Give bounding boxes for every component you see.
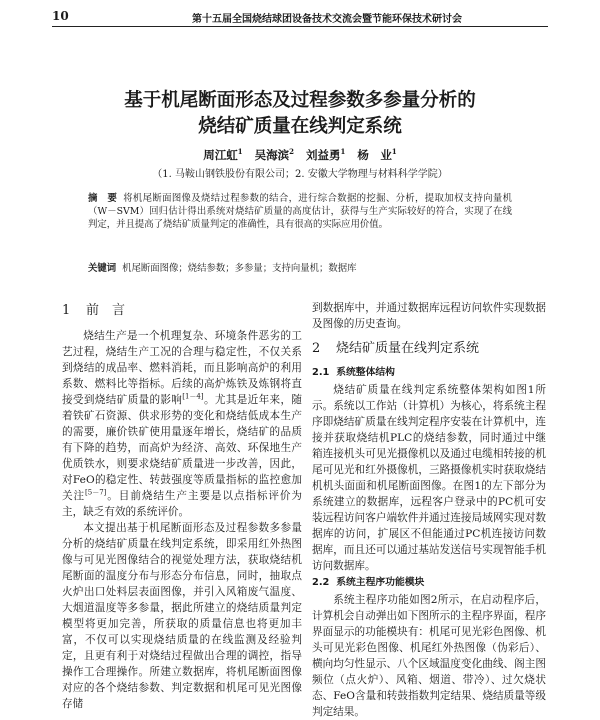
abstract (88, 192, 512, 231)
author-4-affil: 1 (391, 147, 397, 157)
right-column (312, 300, 546, 720)
subsection-2-2-title: 系统主程序功能模块 (336, 577, 425, 588)
subsection-2-1-number: 2.1 (312, 367, 330, 378)
citation: [1－4] (182, 392, 204, 401)
subsection-2-1-title: 系统整体结构 (336, 367, 395, 378)
keywords (88, 262, 512, 275)
para-text: 。目前烧结生产主要是以点指标评价为主，缺乏有效的系统评价。 (62, 490, 303, 518)
author-list (0, 147, 600, 163)
subsection-2-1-heading (312, 366, 546, 380)
paragraph: 系统主程序功能如图2所示，在启动程序后，计算机会自动弹出如下图所示的主程序界面，程序界面显示的功能模块有：机尾可见光彩色图像、机头可见光彩色图像、机尾红外热图像（伪彩后）、横向均匀性显示、八个区域温度变化曲线、阁主图频位（点火炉）、风箱、烟道、带冷）、过欠烧状态、FeO含量和转鼓指数判定结果、烧结质量等级判定结果。 (312, 594, 546, 718)
journal-title: 第十五届全国烧结球团设备技术交流会暨节能环保技术研讨会 (192, 14, 462, 25)
author-3-affil: 1 (340, 147, 346, 157)
paper-title (0, 88, 600, 140)
paragraph: 到数据库中，并通过数据库远程访问软件实现数据及图像的历史查询。 (312, 302, 546, 330)
section-1-number: 1 (62, 303, 71, 318)
left-column (62, 300, 302, 712)
para-text: 烧结生产是一个机理复杂、环境条件恶劣的工艺过程，烧结生产工况的合理与稳定性，不仅关系到烧结的成品率、燃料消耗，而且影响高炉的利用系数、燃料比等指标。后续的高炉炼铁及炼钢将直接受到烧结矿质量的影响 (62, 330, 302, 406)
subsection-2-2-number: 2.2 (312, 577, 330, 588)
abstract-label: 摘 要 (88, 193, 118, 204)
title-line-1: 基于机尾断面形态及过程参数多参量分析的 (124, 90, 476, 111)
author-1: 周江虹 (203, 148, 238, 162)
section-1-title: 前 言 (86, 303, 126, 318)
subsection-2-2-heading (312, 576, 546, 590)
running-header (52, 6, 548, 27)
para-text: 。尤其是近年来，随着铁矿石资源、供求形势的变化和烧结低成本生产的需要，廉价铁矿使用量逐年增长，烧结矿的品质有下降的趋势，而高炉为经济、高效、环保地生产优质铁水，则要求烧结矿质量进一步改善，因此，对FeO的稳定性、转鼓强度等质量指标的监控愈加关注 (62, 394, 303, 502)
section-1-heading (62, 300, 302, 322)
abstract-text: 将机尾断面图像及烧结过程参数的结合，进行综合数据的挖掘、分析，提取加权支持向量机（W－SVM）回归估计得出系统对烧结矿质量的高度估计，获得与生产实际较好的符合，实现了在线判定，并且提高了烧结矿质量判定的准确性，具有很高的实际应用价值。 (88, 193, 512, 230)
author-1-affil: 1 (237, 147, 243, 157)
paragraph: 烧结矿质量在线判定系统整体架构如图1所示。系统以工作站（计算机）为核心，将系统主程序即烧结矿质量在线判定程序安装在计算机中，连接并获取烧结机PLC的烧结参数，同时通过中继箱连接机头可见光摄像机以及通过电缆相转接的机尾可见光和红外摄像机，三路摄像机实时获取烧结机机头面面和机尾断面图像。在图1的左下部分为系统建立的数据库，远程客户登录中的PC机可安装远程访问客户端软件并通过连接局域网实现对数据库的访问，扩展区不但能通过PC机连接访问数据库，而且还可以通过基站发送信号实现智能手机访问数据库。 (312, 384, 546, 572)
keywords-text: 机尾断面图像；烧结参数；多参量；支持向量机；数据库 (122, 263, 357, 274)
paragraph (62, 328, 302, 520)
page-number: 10 (52, 9, 69, 23)
citation: [5－7] (85, 488, 107, 497)
section-2-title: 烧结矿质量在线判定系统 (336, 341, 480, 356)
author-4: 杨 业 (357, 148, 392, 162)
author-2-affil: 2 (289, 147, 294, 157)
author-2: 吴海滨 (254, 148, 290, 162)
paragraph: 本文提出基于机尾断面形态及过程参数多参量分析的烧结矿质量在线判定系统，即采用红外热图像与可见光图像结合的视觉处理方法，获取烧结机尾断面的温度分布与形态分布信息，同时，抽取点火炉出口处料层表面图像，并引入风箱废气温度、大烟道温度等多参量，据此所建立的烧结质量判定模型将更加完善，所获取的质量信息也将更加丰富，不仅可以实现烧结质量的在线监测及经验判定，且更有利于对烧结过程做出合理的调控，指导操作工合理操作。所建立数据库，将机尾断面图像对应的各个烧结参数、判定数据和机尾可见光图像存储 (62, 522, 302, 710)
title-line-2: 烧结矿质量在线判定系统 (198, 116, 402, 137)
section-2-heading (312, 338, 546, 360)
section-2-number: 2 (312, 341, 321, 356)
affiliation: （1. 马鞍山钢铁股份有限公司；2. 安徽大学物理与材料科学学院） (152, 169, 448, 180)
author-3: 刘益勇 (306, 148, 341, 162)
keywords-label: 关键词 (88, 263, 117, 274)
